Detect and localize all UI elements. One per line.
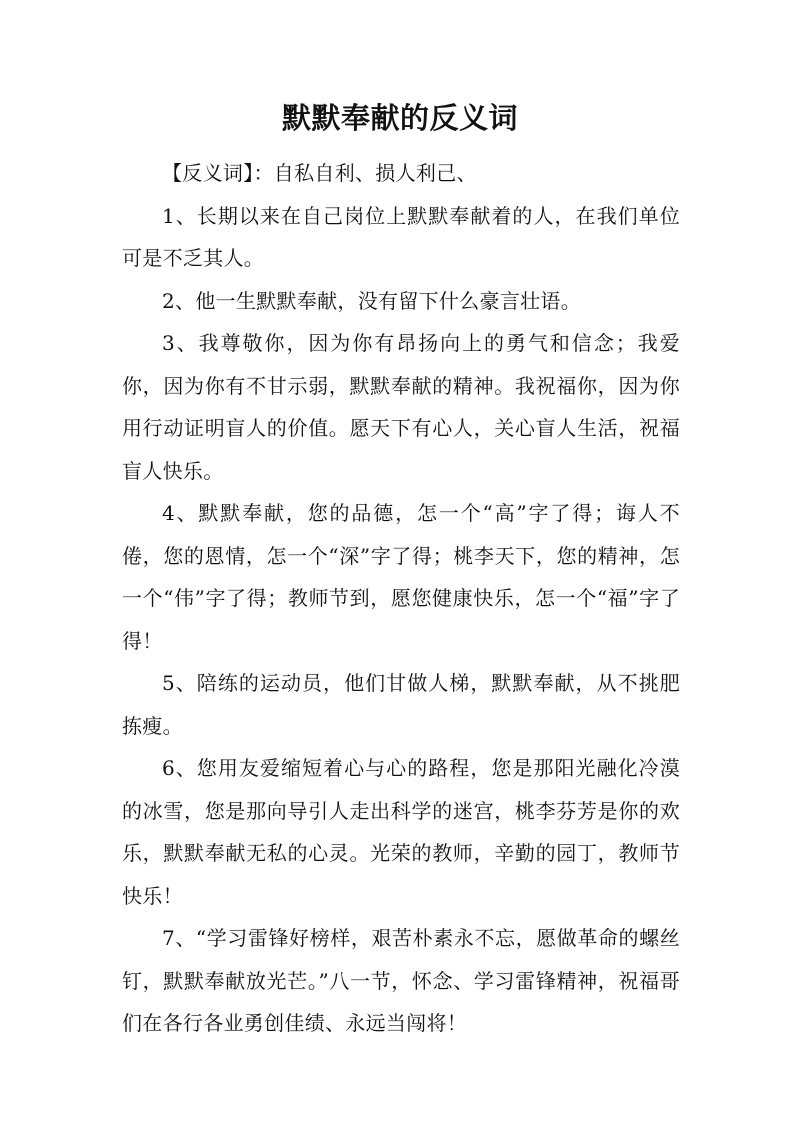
example-sentence-3: 3、我尊敬你，因为你有昂扬向上的勇气和信念；我爱你，因为你有不甘示弱，默默奉献的精神。我祝福你，因为你用行动证明盲人的价值。愿天下有心人，关心盲人生活，祝福盲人快乐。 <box>122 331 680 483</box>
example-sentence-1: 1、长期以来在自己岗位上默默奉献着的人，在我们单位可是不乏其人。 <box>122 203 680 270</box>
document-body <box>122 152 680 1045</box>
antonym-line: 【反义词】：自私自利、损人利己、 <box>162 161 477 185</box>
document-title: 默默奉献的反义词 <box>281 101 518 135</box>
example-sentence-7: 7、“学习雷锋好榜样，艰苦朴素永不忘，愿做革命的螺丝钉，默默奉献放光芒。”八一节，怀念、学习雷锋精神，祝福哥们在各行各业勇创佳绩、永远当闯将！ <box>122 926 680 1035</box>
example-sentence-2: 2、他一生默默奉献，没有留下什么豪言壮语。 <box>162 288 582 313</box>
example-sentence-4: 4、默默奉献，您的品德，怎一个“高”字了得；诲人不倦，您的恩情，怎一个“深”字了得；桃李天下，您的精神，怎一个“伟”字了得；教师节到，愿您健康快乐，怎一个“福”字了得！ <box>122 501 680 653</box>
example-sentence-6: 6、您用友爱缩短着心与心的路程，您是那阳光融化冷漠的冰雪，您是那向导引人走出科学的迷宫，桃李芬芳是你的欢乐，默默奉献无私的心灵。光荣的教师，辛勤的园丁，教师节快乐！ <box>122 756 680 908</box>
example-sentence-5: 5、陪练的运动员，他们甘做人梯，默默奉献，从不挑肥拣瘦。 <box>122 671 680 738</box>
